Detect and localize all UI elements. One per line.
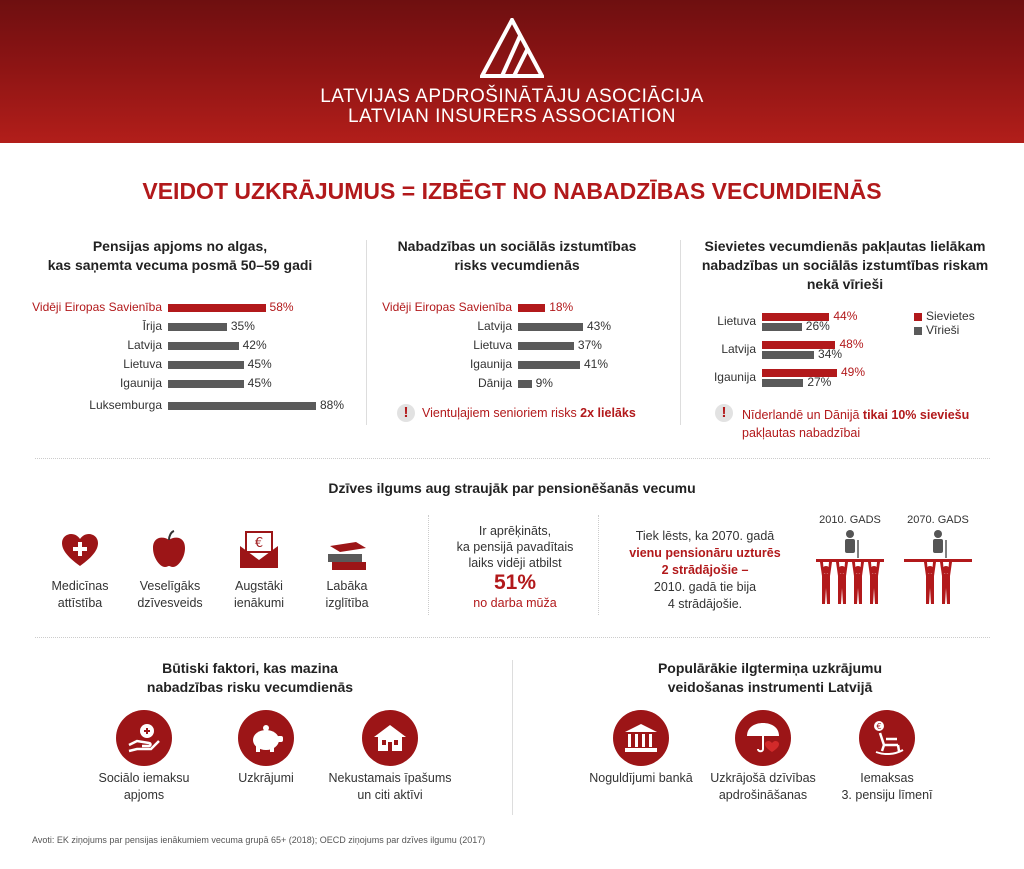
pensioner-head-icon <box>846 530 854 538</box>
hand-coin-icon <box>116 710 172 766</box>
life-title: Dzīves ilgums aug straujāk par pensionēšanās vecumu <box>328 480 696 496</box>
divider <box>428 515 429 615</box>
life-factor-2-l1: Veselīgāks <box>139 579 201 593</box>
chart-bar <box>762 379 803 387</box>
calc-line1: Ir aprēķināts, <box>478 524 552 538</box>
estimate-bold2: 2 strādājošie – <box>661 563 749 577</box>
section-divider <box>35 458 990 459</box>
divider <box>680 240 681 425</box>
panel2-warning-bold: 2x lielāks <box>580 406 636 420</box>
life-factor-2-l2: dzīvesveids <box>137 596 203 610</box>
divider <box>598 515 599 615</box>
chart-bar <box>168 361 244 369</box>
life-factor-3-l1: Augstāki <box>235 579 283 593</box>
life-factor-4 <box>302 578 392 612</box>
chart-category-label: Lietuva <box>123 357 162 371</box>
factor-3-l1: Nekustamais īpašums <box>328 771 452 785</box>
chart-value-label: 49% <box>841 365 866 379</box>
panel1-title <box>30 237 330 275</box>
chart-category-label: Īrija <box>142 319 162 333</box>
umbrella-heart-icon <box>735 710 791 766</box>
factor-3-l2: un citi aktīvi <box>357 788 423 802</box>
chart-bar <box>168 380 244 388</box>
chart-value-label: 18% <box>549 300 574 314</box>
house-icon <box>362 710 418 766</box>
life-factor-3 <box>214 578 304 612</box>
panel3-warning <box>742 406 969 442</box>
estimate-line1: Tiek lēsts, ka 2070. gadā <box>635 529 775 543</box>
chart-category-label: Latvija <box>127 338 162 352</box>
source-note: Avoti: EK ziņojums par pensijas ienākumiem vecuma grupā 65+ (2018); OECD ziņojums par dzīves ilgumu (2017) <box>32 835 486 845</box>
chart-bar <box>518 304 545 312</box>
tools-title <box>580 659 960 697</box>
panel2-title <box>372 237 662 275</box>
chart-value-label: 88% <box>320 398 345 412</box>
life-factor-2 <box>125 578 215 612</box>
chart-bar <box>168 342 239 350</box>
tools-title-line1: Populārākie ilgtermiņa uzkrājumu <box>657 660 883 676</box>
heart-plus-icon <box>62 534 98 568</box>
tool-3-l2: 3. pensiju līmenī <box>841 788 933 802</box>
tool-2-label <box>692 770 834 804</box>
panel3-warning-pre: Nīderlandē un Dānijā <box>742 408 863 422</box>
panel2-title-line1: Nabadzības un sociālās izstumtības <box>397 238 637 254</box>
legend-men: Vīrieši <box>926 323 960 337</box>
chart-bar <box>168 402 316 410</box>
apple-icon <box>152 530 186 568</box>
pensioner-head-icon <box>934 530 942 538</box>
calc-line3: laiks vidēji atbilst <box>468 556 562 570</box>
life-factor-4-l2: izglītība <box>325 596 369 610</box>
estimate-line3: 4 strādājošie. <box>667 597 743 611</box>
panel2-title-line2: risks vecumdienās <box>454 257 580 273</box>
workers-support-pensioner-icon <box>810 528 980 608</box>
tool-2-l2: apdrošināšanas <box>718 788 808 802</box>
calc-line2: ka pensijā pavadītais <box>456 540 574 554</box>
chart-value-label: 41% <box>583 357 608 371</box>
chart-category-label: Vidēji Eiropas Savienība <box>382 300 512 314</box>
tool-1-l1: Noguldījumi bankā <box>589 771 693 785</box>
factor-1-label <box>74 770 214 804</box>
section-divider <box>35 637 990 638</box>
plank-icon <box>904 559 972 562</box>
legend-women: Sievietes <box>926 309 975 323</box>
chart-category-label: Latvija <box>721 342 756 356</box>
life-factor-3-l2: ienākumi <box>233 596 285 610</box>
warning-icon: ! <box>397 404 415 422</box>
panel3-warning-line2: pakļautas nabadzībai <box>742 426 861 440</box>
tool-3-label <box>816 770 958 804</box>
chart-value-label: 27% <box>807 375 832 389</box>
chart-bar <box>762 351 814 359</box>
life-factor-1 <box>35 578 125 612</box>
chart-value-label: 48% <box>839 337 864 351</box>
chart-category-label: Dānija <box>477 376 512 390</box>
association-logo-icon <box>480 18 544 80</box>
life-factor-1-l1: Medicīnas <box>51 579 109 593</box>
life-factor-1-l2: attīstība <box>57 596 103 610</box>
chart-bar <box>168 323 227 331</box>
chart-category-label: Lietuva <box>717 314 756 328</box>
factors-title-line1: Būtiski faktori, kas mazina <box>162 660 338 676</box>
plank-icon <box>816 559 884 562</box>
divider <box>366 240 367 425</box>
chart-bar <box>518 342 574 350</box>
chart-category-label: Igaunija <box>119 376 162 390</box>
chart-category-label: Lietuva <box>473 338 512 352</box>
factor-3-label <box>315 770 465 804</box>
panel3-title-line2: nabadzības un sociālās izstumtības riskam <box>701 257 989 273</box>
life-factor-4-l1: Labāka <box>326 579 368 593</box>
estimate-bold1: vienu pensionāru uzturēs <box>629 546 781 560</box>
year-2070: 2070. GADS <box>907 514 969 526</box>
panel1-title-line1: Pensijas apjoms no algas, <box>92 238 268 254</box>
chart-bar <box>168 304 266 312</box>
header-banner <box>0 0 1024 143</box>
chart-value-label: 58% <box>269 300 294 314</box>
chart-category-label: Igaunija <box>469 357 512 371</box>
chart-category-label: Luksemburga <box>89 398 162 412</box>
factor-1-l1: Sociālo iemaksu <box>98 771 190 785</box>
chart-value-label: 9% <box>535 376 553 390</box>
rocking-chair-icon <box>859 710 915 766</box>
year-2010: 2010. GADS <box>819 514 881 526</box>
chart-bar <box>518 361 580 369</box>
chart-value-label: 44% <box>833 309 858 323</box>
panel3-title <box>690 237 1000 294</box>
chart-value-label: 37% <box>577 338 602 352</box>
factor-2-l1: Uzkrājumi <box>238 771 294 785</box>
estimate-line2: 2010. gadā tie bija <box>653 580 757 594</box>
money-envelope-icon <box>239 530 279 570</box>
pensioner-body-icon <box>933 539 943 553</box>
factors-title <box>60 659 440 697</box>
pensioner-body-icon <box>845 539 855 553</box>
chart-bar <box>518 323 583 331</box>
page-title: VEIDOT UZKRĀJUMUS = IZBĒGT NO NABADZĪBAS VECUMDIENĀS <box>142 178 882 204</box>
svg-text:€: € <box>876 722 882 731</box>
chart-category-label: Vidēji Eiropas Savienība <box>32 300 162 314</box>
tool-2-l1: Uzkrājošā dzīvības <box>710 771 816 785</box>
factors-title-line2: nabadzības risku vecumdienās <box>146 679 354 695</box>
svg-text:€: € <box>254 536 264 551</box>
chart-value-label: 42% <box>242 338 267 352</box>
calc-line4: no darba mūža <box>473 596 557 610</box>
chart-value-label: 26% <box>805 319 830 333</box>
chart-value-label: 34% <box>818 347 843 361</box>
divider <box>512 660 513 815</box>
chart-category-label: Latvija <box>477 319 512 333</box>
tools-title-line2: veidošanas instrumenti Latvijā <box>667 679 873 695</box>
calc-percent: 51% <box>493 571 537 594</box>
chart-category-label: Igaunija <box>713 370 756 384</box>
legend-men-swatch <box>914 327 922 335</box>
estimate-block <box>605 528 805 613</box>
panel1-title-line2: kas saņemta vecuma posmā 50–59 gadi <box>47 257 313 273</box>
legend-women-swatch <box>914 313 922 321</box>
factor-1-l2: apjoms <box>123 788 165 802</box>
panel3-warning-bold: tikai 10% sieviešu <box>862 408 970 422</box>
org-name-en: LATVIAN INSURERS ASSOCIATION <box>348 106 676 127</box>
tool-3-l1: Iemaksas <box>860 771 914 785</box>
tool-1-label <box>570 770 712 787</box>
panel2-warning-text: Vientuļajiem senioriem risks <box>422 406 581 420</box>
warning-icon: ! <box>715 404 733 422</box>
panel3-title-line3: nekā vīrieši <box>806 276 884 292</box>
org-name-lv: LATVIJAS APDROŠINĀTĀJU ASOCIĀCIJA <box>320 86 704 107</box>
chart-value-label: 43% <box>587 319 612 333</box>
chart-bar <box>762 323 802 331</box>
piggy-bank-icon <box>238 710 294 766</box>
chart-value-label: 45% <box>247 376 272 390</box>
chart-value-label: 35% <box>230 319 255 333</box>
chart-value-label: 45% <box>247 357 272 371</box>
calc-block <box>440 523 590 611</box>
panel3-title-line1: Sievietes vecumdienās pakļautas lielākam <box>704 238 986 254</box>
bank-icon <box>613 710 669 766</box>
books-icon <box>326 540 368 572</box>
chart-bar <box>518 380 532 388</box>
panel2-warning <box>422 406 636 420</box>
